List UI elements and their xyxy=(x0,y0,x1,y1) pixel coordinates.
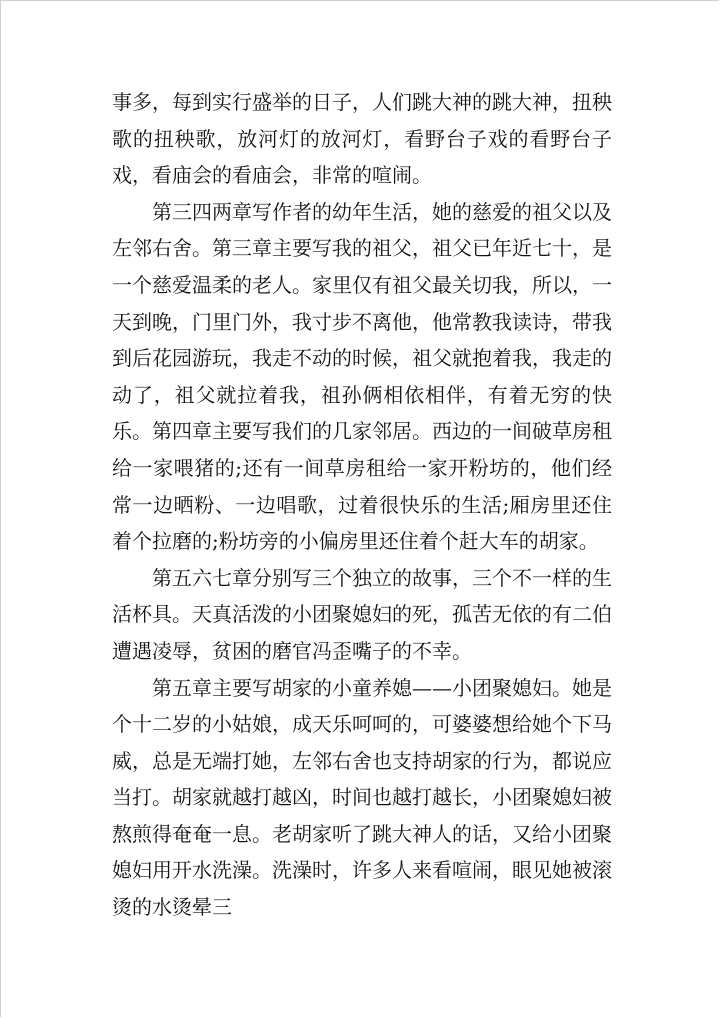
document-body xyxy=(112,84,612,926)
paragraph-4: 第五章主要写胡家的小童养媳——小团聚媳妇。她是个十二岁的小姑娘，成天乐呵呵的，可婆婆想给她个下马威，总是无端打她，左邻右舍也支持胡家的行为，都说应当打。胡家就越打越凶，时间也越打越长，小团聚媳妇被熬煎得奄奄一息。老胡家听了跳大神人的话，又给小团聚媳妇用开水洗澡。洗澡时，许多人来看喧闹，眼见她被滚烫的水烫晕三 xyxy=(112,675,612,920)
paragraph-1: 事多，每到实行盛举的日子，人们跳大神的跳大神，扭秧歌的扭秧歌，放河灯的放河灯，看野台子戏的看野台子戏，看庙会的看庙会，非常的喧闹。 xyxy=(112,90,612,188)
paragraph-3: 第五六七章分别写三个独立的故事，三个不一样的生活杯具。天真活泼的小团聚媳妇的死，孤苦无依的有二伯遭遇凌辱，贫困的磨官冯歪嘴子的不幸。 xyxy=(112,565,612,663)
paragraph-2: 第三四两章写作者的幼年生活，她的慈爱的祖父以及左邻右舍。第三章主要写我的祖父，祖父已年近七十，是一个慈爱温柔的老人。家里仅有祖父最关切我，所以，一天到晚，门里门外，我寸步不离他，他常教我读诗，带我到后花园游玩，我走不动的时候，祖父就抱着我，我走的动了，祖父就拉着我，祖孙俩相依相伴，有着无穷的快乐。第四章主要写我们的几家邻居。西边的一间破草房租给一家喂猪的;还有一间草房租给一家开粉坊的，他们经常一边晒粉、一边唱歌，过着很快乐的生活;厢房里还住着个拉磨的;粉坊旁的小偏房里还住着个赶大车的胡家。 xyxy=(112,199,612,554)
